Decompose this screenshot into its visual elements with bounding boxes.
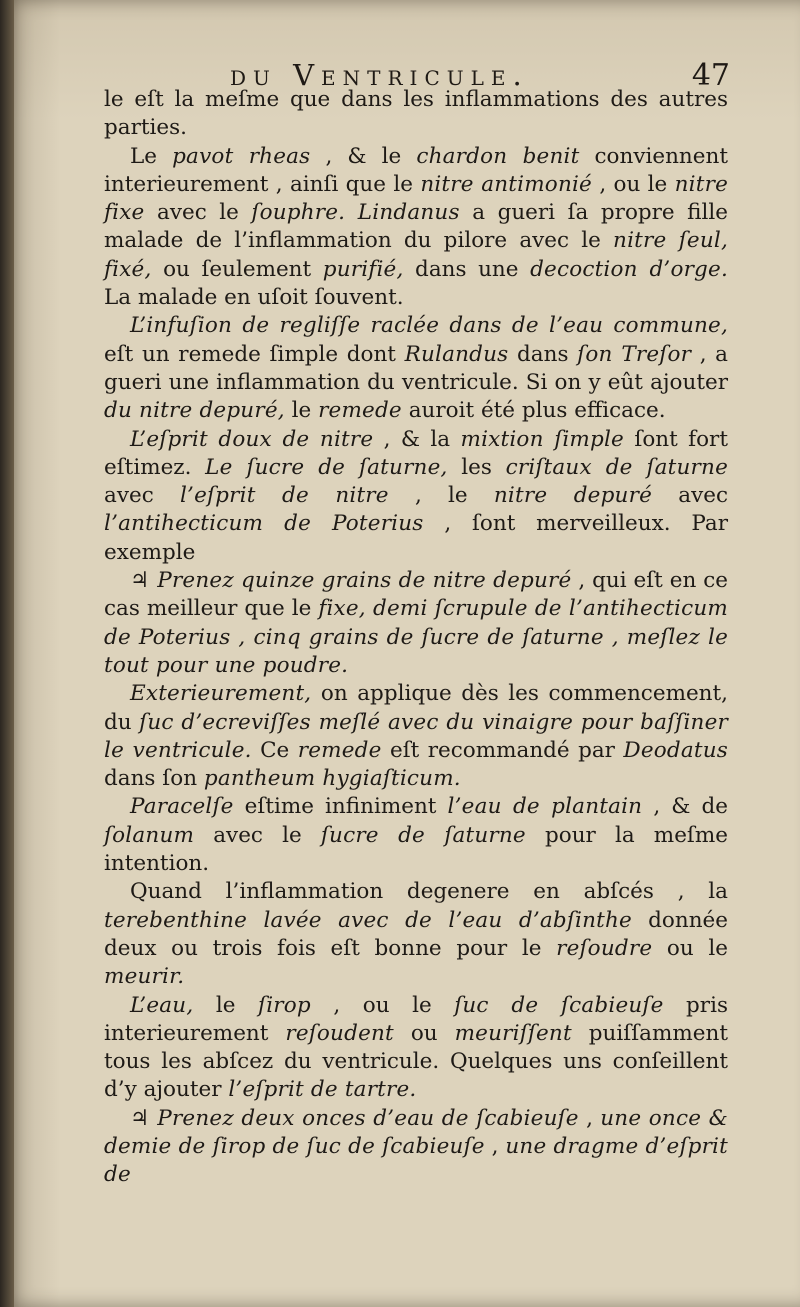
italic-run: mixtion ſimple: [460, 426, 624, 452]
italic-run: nitre antimonié: [420, 171, 592, 197]
recipe-symbol: ♃: [130, 1105, 150, 1131]
text-run: eſt recommandé par: [381, 737, 624, 763]
italic-run: Prenez quinze grains de nitre depuré: [157, 568, 572, 594]
italic-run: Paracelſe: [130, 794, 234, 820]
text-run: avec le: [144, 200, 252, 226]
italic-run: Rulandus: [404, 341, 509, 367]
italic-run: l’eſprit de nitre: [179, 483, 389, 509]
italic-run: ſucre de ſaturne: [320, 822, 526, 848]
text-run: , le: [388, 483, 494, 509]
italic-run: L’infuſion de regliſſe raclée dans de l’eau commune,: [130, 313, 728, 339]
italic-run: pantheum hygiaſticum.: [203, 766, 461, 792]
italic-run: l’antihecticum de Poterius: [104, 511, 424, 537]
recipe-paragraph: [104, 567, 728, 680]
text-run: puiſſamment tous les abſcez du ventricule. Quelques uns conſeillent d’y ajouter: [104, 1020, 728, 1103]
italic-run: du nitre depuré,: [104, 398, 285, 424]
text-run: auroit été plus efficace.: [401, 398, 666, 424]
book-gutter: [0, 0, 14, 1307]
italic-run: ſuc d’ecreviſſes meſlé avec du vinaigre pour baſſiner le ventricule.: [104, 709, 728, 763]
italic-run: ſirop: [258, 992, 311, 1018]
text-run: on applique dès les commencement, du: [104, 681, 728, 735]
paragraph: [104, 143, 728, 313]
text-run: , & la: [373, 426, 461, 452]
text-run: Ce: [251, 737, 298, 763]
italic-run: criſtaux de ſaturne: [505, 454, 728, 480]
italic-run: L’eau,: [130, 992, 194, 1018]
text-run: eſtime infiniment: [233, 794, 448, 820]
paragraph: [104, 86, 728, 143]
paragraph: [104, 312, 728, 425]
text-run: , ou le: [592, 171, 675, 197]
italic-run: decoction d’orge.: [530, 256, 728, 282]
text-run: conviennent interieurement , ainſi que le: [104, 143, 728, 197]
italic-run: nitre fixe: [104, 171, 728, 226]
italic-run: l’eſprit de tartre.: [228, 1077, 417, 1103]
italic-run: fixe, demi ſcrupule de l’antihecticum de Poterius , cinq grains de ſucre de ſaturne , meſlez le tout pour une poudre.: [104, 596, 728, 678]
italic-run: ſouphre.: [251, 200, 346, 226]
italic-run: l’eau de plantain: [447, 794, 643, 820]
text-run: [345, 200, 358, 225]
italic-run: meurir.: [104, 964, 185, 990]
italic-run: L’eſprit doux de nitre: [130, 426, 374, 452]
text-run: donnée deux ou trois fois eſt bonne pour le: [104, 907, 728, 961]
text-run: le eſt la meſme que dans les inflammations des autres parties.: [104, 87, 728, 141]
text-run: , ſont merveilleux. Par exemple: [104, 511, 728, 565]
italic-run: remede: [297, 737, 382, 763]
text-run: a gueri ſa propre fille malade de l’inflammation du pilore avec le: [104, 200, 728, 254]
italic-run: une dragme d’eſprit de: [104, 1133, 728, 1188]
text-run: les: [447, 454, 506, 480]
text-run: avec le: [194, 822, 321, 848]
text-run: dans: [508, 341, 578, 367]
text-run: , & de: [642, 794, 728, 820]
paragraph: [104, 878, 728, 991]
running-title: du Ventricule.: [230, 58, 529, 92]
text-run: le: [193, 992, 259, 1018]
text-run: ou le: [652, 935, 728, 961]
text-run: ou ſeulement: [151, 256, 323, 282]
italic-run: nitre depuré: [493, 483, 652, 509]
text-run: , qui eſt en ce cas meilleur que le: [104, 568, 728, 622]
paragraph: [104, 992, 728, 1105]
italic-run: remede: [318, 398, 402, 424]
recipe-paragraph: [104, 1105, 728, 1190]
page-body: [104, 86, 728, 1190]
text-run: pris interieurement: [104, 992, 728, 1046]
text-run: La malade en uſoit ſouvent.: [104, 285, 404, 311]
italic-run: nitre ſeul, fixé,: [104, 228, 728, 282]
text-run: avec: [104, 483, 180, 509]
italic-run: reſoudre: [556, 935, 653, 961]
italic-run: meuriſſent: [454, 1020, 572, 1046]
paragraph: [104, 680, 728, 793]
text-run: ſont fort eſtimez.: [104, 426, 728, 480]
italic-run: purifié,: [322, 256, 404, 282]
paragraph: [104, 793, 728, 878]
recipe-symbol: ♃: [130, 568, 150, 594]
text-run: Le: [130, 143, 173, 169]
page-number: 47: [691, 58, 730, 93]
text-run: , a gueri une inflammation du ventricule. Si on y eût ajouter: [104, 341, 729, 395]
italic-run: ſolanum: [104, 822, 195, 848]
italic-run: ſuc de ſcabieuſe: [454, 992, 664, 1018]
italic-run: Le ſucre de ſaturne,: [205, 454, 448, 480]
italic-run: une once & demie de ſirop de ſuc de ſcabieuſe: [104, 1105, 729, 1159]
text-run: ,: [578, 1105, 601, 1131]
italic-run: Exterieurement,: [130, 681, 312, 707]
italic-run: Lindanus: [357, 200, 460, 226]
italic-run: Prenez deux onces d’eau de ſcabieuſe: [157, 1105, 579, 1131]
text-run: dans une: [403, 256, 531, 282]
italic-run: terebenthine lavée avec de l’eau d’abſinthe: [104, 907, 632, 933]
text-run: avec: [652, 483, 728, 509]
text-run: , & le: [310, 143, 417, 169]
text-run: eſt un remede ſimple dont: [104, 341, 405, 367]
italic-run: ſon Treſor: [577, 341, 692, 367]
text-run: Quand l’inflammation degenere en abſcés , la: [130, 879, 728, 905]
text-run: dans ſon: [104, 766, 204, 792]
paragraph: [104, 426, 728, 567]
italic-run: Deodatus: [623, 737, 728, 763]
italic-run: reſoudent: [285, 1020, 394, 1046]
text-run: pour la meſme intention.: [104, 822, 728, 877]
text-run: ou: [393, 1020, 455, 1046]
italic-run: chardon benit: [416, 143, 580, 169]
text-run: , ou le: [310, 992, 455, 1018]
text-run: ,: [484, 1133, 506, 1159]
text-run: le: [284, 398, 319, 424]
italic-run: pavot rheas: [172, 143, 311, 169]
